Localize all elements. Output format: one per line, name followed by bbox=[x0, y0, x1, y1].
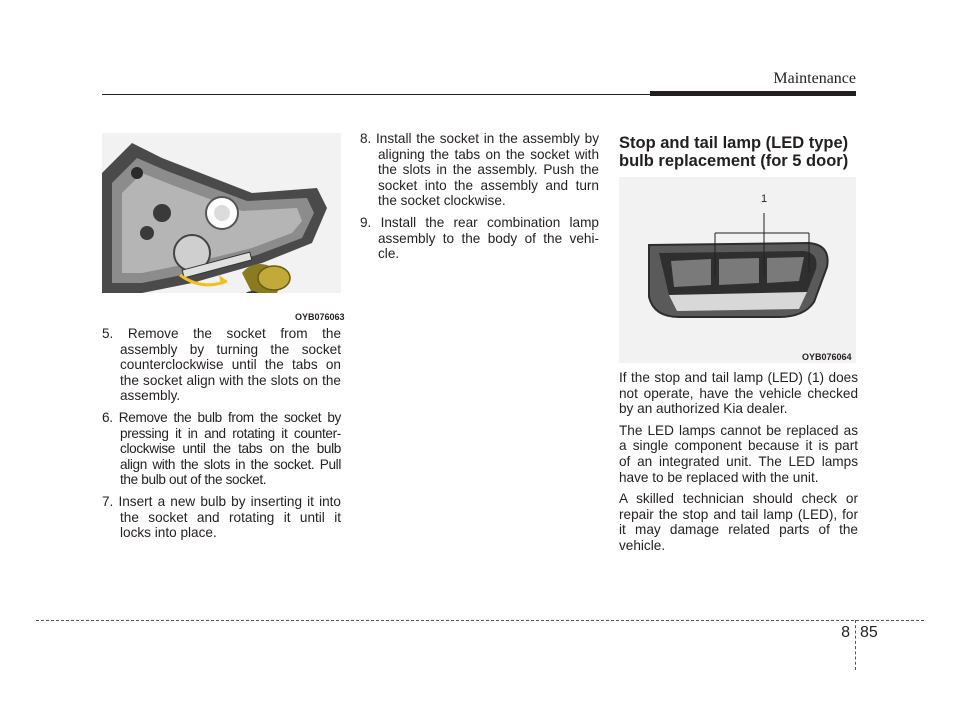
chapter-number: 8 bbox=[841, 624, 850, 641]
paragraph-3: A skilled technician should check or repair the stop and tail lamp (LED), for it may damage related parts of the vehicle. bbox=[619, 491, 858, 553]
step-8: 8. Install the socket in the assembly by aligning the tabs on the socket with the slots in the assembly. Push the socket into the assembly and turn the socket clockwise. bbox=[360, 131, 599, 209]
left-steps bbox=[102, 326, 341, 547]
step-5: 5. Remove the socket from the assembly by turning the socket counterclockwise until the tabs on the socket align with the slots on the assembly. bbox=[102, 326, 341, 404]
step-9: 9. Install the rear combination lamp assembly to the body of the vehi- cle. bbox=[360, 214, 599, 262]
image-code-right: OYB076064 bbox=[802, 352, 852, 362]
led-lamp-illustration bbox=[619, 177, 856, 363]
page-number: 85 bbox=[860, 624, 878, 641]
header-rule bbox=[102, 94, 650, 95]
image-code-left: OYB076063 bbox=[295, 312, 345, 322]
step-7: 7. Insert a new bulb by inserting it into the socket and rotating it until it locks into place. bbox=[102, 493, 341, 541]
header-rule-accent bbox=[650, 91, 856, 96]
step-6: 6. Remove the bulb from the socket by pressing it in and rotating it counter- clockwise until the tabs on the bulb align with the slots in the socket. Pull the bulb out of the socket. bbox=[102, 409, 341, 488]
callout-number: 1 bbox=[761, 193, 768, 205]
right-paragraphs bbox=[619, 370, 858, 560]
middle-steps bbox=[360, 131, 599, 268]
socket-removal-illustration bbox=[102, 133, 341, 293]
led-tail-lamp-drawing bbox=[619, 177, 856, 363]
tail-lamp-socket-drawing bbox=[102, 133, 341, 293]
footer-rule bbox=[36, 620, 924, 621]
section-title: Maintenance bbox=[773, 70, 856, 87]
paragraph-1: If the stop and tail lamp (LED) (1) does not operate, have the vehicle checked by an authorized Kia dealer. bbox=[619, 370, 858, 417]
paragraph-2: The LED lamps cannot be replaced as a single component because it is part of an integrated unit. The LED lamps have to be replaced with the unit. bbox=[619, 422, 858, 485]
footer-divider bbox=[855, 620, 856, 670]
section-heading: Stop and tail lamp (LED type) bulb replacement (for 5 door) bbox=[619, 134, 849, 170]
